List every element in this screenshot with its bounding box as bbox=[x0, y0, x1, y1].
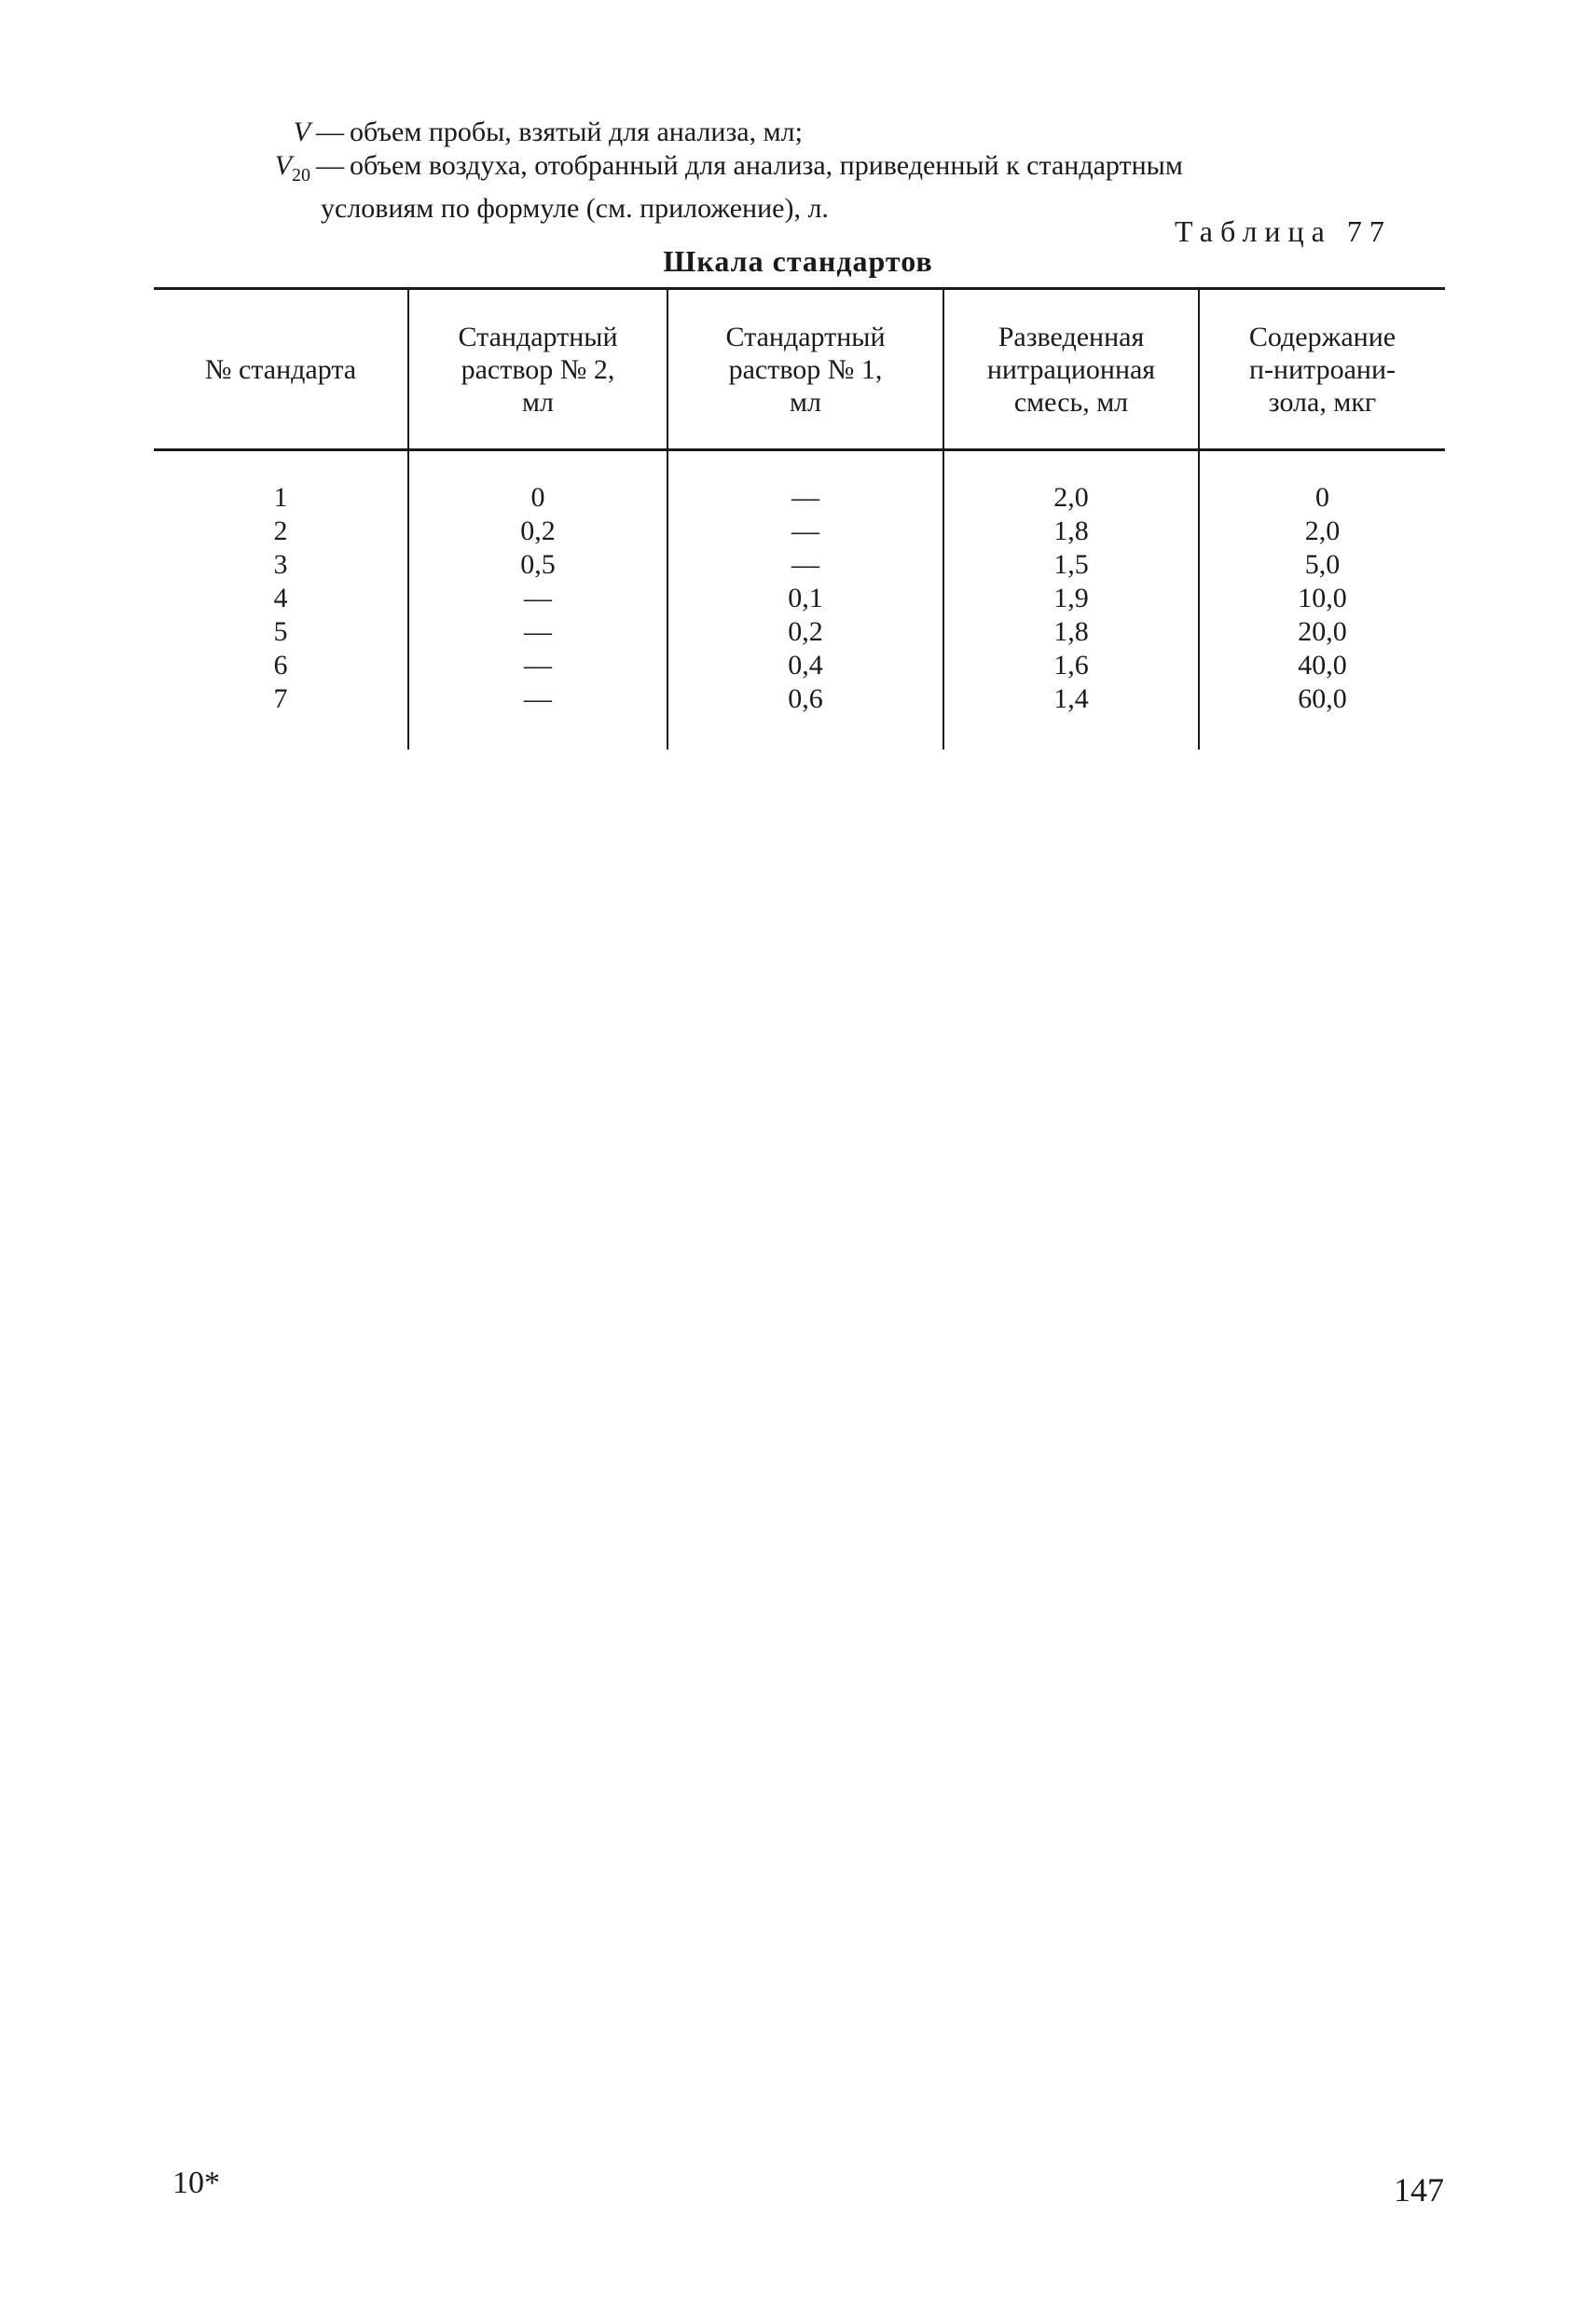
table-body bbox=[154, 451, 1445, 750]
table-cell: 0 bbox=[1315, 482, 1329, 513]
header-standard-number: № стандарта bbox=[204, 353, 357, 385]
table-cell: 0,2 bbox=[788, 616, 823, 647]
header-nitration-mixture: Разведенная нитрационная смесь, мл bbox=[942, 290, 1198, 448]
definition-v: V — объем пробы, взятый для анализа, мл; bbox=[217, 116, 1448, 149]
table-cell: 0,5 bbox=[520, 549, 556, 580]
table-cell: — bbox=[791, 482, 819, 513]
column-nitration-mixture bbox=[942, 451, 1198, 750]
column-content bbox=[1198, 451, 1445, 750]
table-cell: 3 bbox=[273, 549, 288, 580]
table-cell: — bbox=[791, 549, 819, 580]
table-cell: — bbox=[791, 516, 819, 546]
table-cell: 1,8 bbox=[1053, 516, 1089, 546]
table-cell: 1 bbox=[273, 482, 288, 513]
definition-text: объем пробы, взятый для анализа, мл; bbox=[350, 117, 803, 147]
header-solution-1: Стандартный раствор № 1, мл bbox=[667, 290, 942, 448]
table-cell: — bbox=[524, 650, 552, 681]
table-cell: — bbox=[524, 616, 552, 647]
table-number: Таблица 77 bbox=[1175, 214, 1392, 248]
table-cell: 7 bbox=[273, 683, 288, 714]
table-cell: 0,1 bbox=[788, 583, 823, 613]
table-cell: 0,2 bbox=[520, 516, 556, 546]
definition-continuation: условиям по формуле (см. приложение), л. bbox=[321, 193, 829, 224]
table-cell: 40,0 bbox=[1298, 650, 1347, 681]
table-cell: 5,0 bbox=[1304, 549, 1341, 580]
table-cell: 10,0 bbox=[1298, 583, 1347, 613]
table-cell: 1,6 bbox=[1053, 650, 1089, 681]
definitions bbox=[217, 116, 1448, 226]
standards-table bbox=[154, 287, 1445, 750]
table-cell: 0 bbox=[530, 482, 545, 513]
definition-text: объем воздуха, отобранный для анализа, приведенный к стандартным bbox=[350, 150, 1183, 181]
table-cell: 1,8 bbox=[1053, 616, 1089, 647]
table-cell: 1,9 bbox=[1053, 583, 1089, 613]
table-cell: 6 bbox=[273, 650, 288, 681]
table-cell: 2,0 bbox=[1053, 482, 1089, 513]
column-solution-1 bbox=[667, 451, 942, 750]
column-standard-number bbox=[154, 451, 407, 750]
table-cell: 1,5 bbox=[1053, 549, 1089, 580]
symbol: V bbox=[293, 117, 310, 147]
definition-v20: $V_{20}$ — объем воздуха, отобранный для анализа, приведенный к стандартным bbox=[217, 149, 1448, 192]
table-title: Шкала стандартов bbox=[663, 244, 933, 278]
header-content: Содержание п-нитроани- зола, мкг bbox=[1198, 290, 1445, 448]
table-cell: 20,0 bbox=[1298, 616, 1347, 647]
table-cell: 5 bbox=[273, 616, 288, 647]
table-cell: — bbox=[524, 683, 552, 714]
table-cell: 2 bbox=[273, 516, 288, 546]
header-solution-2: Стандартный раствор № 2, мл bbox=[407, 290, 667, 448]
column-solution-2 bbox=[407, 451, 667, 750]
table-cell: — bbox=[524, 583, 552, 613]
table-header-row bbox=[154, 290, 1445, 448]
table-cell: 0,6 bbox=[788, 683, 823, 714]
table-cell: 60,0 bbox=[1298, 683, 1347, 714]
table-cell: 2,0 bbox=[1304, 516, 1341, 546]
page-number: 147 bbox=[1394, 2171, 1444, 2209]
table-cell: 1,4 bbox=[1053, 683, 1089, 714]
table-cell: 0,4 bbox=[788, 650, 823, 681]
symbol: $V_{20}$ bbox=[274, 150, 310, 186]
table-cell: 4 bbox=[273, 583, 288, 613]
signature-mark: 10* bbox=[172, 2166, 220, 2200]
